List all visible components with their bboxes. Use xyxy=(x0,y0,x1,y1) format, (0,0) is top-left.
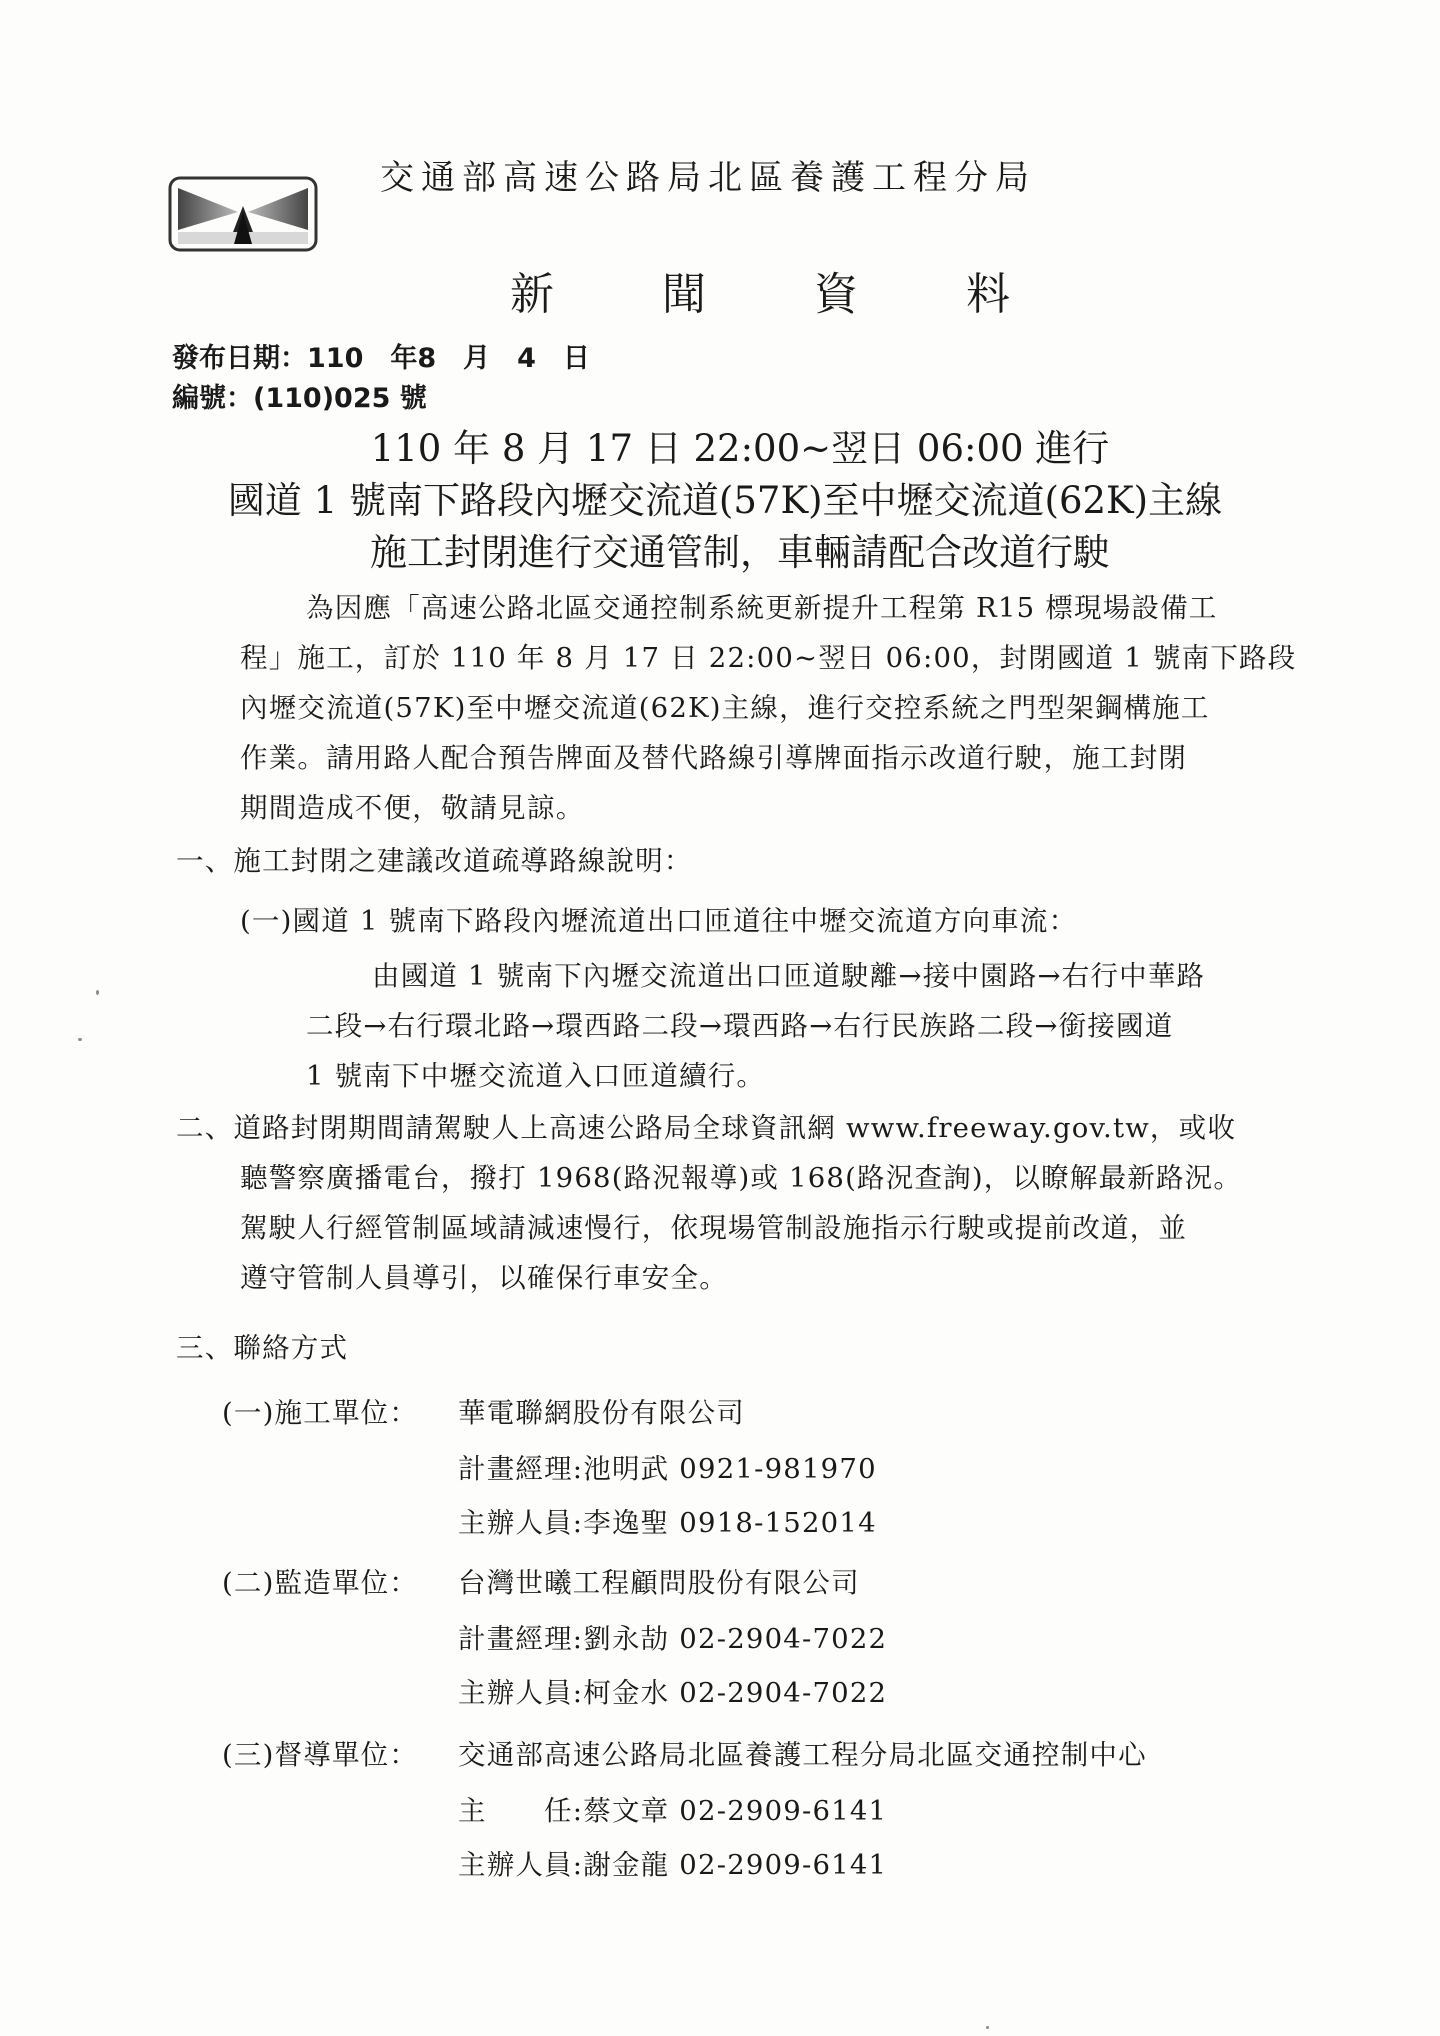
scan-speck xyxy=(96,990,99,995)
route-line: 二段→右行環北路→環西路二段→環西路→右行民族路二段→銜接國道 xyxy=(306,1010,1174,1042)
intro-line: 為因應「高速公路北區交通控制系統更新提升工程第 R15 標現場設備工 xyxy=(306,592,1218,624)
contact-person: 主辦人員:謝金龍 02-2909-6141 xyxy=(458,1849,888,1881)
contact-person: 主辦人員:李逸聖 0918-152014 xyxy=(458,1507,877,1539)
contact-unit-label: (三)督導單位： xyxy=(222,1739,419,1771)
release-date: 發布日期：110 年8 月 4 日 xyxy=(172,343,590,374)
doc-type-char: 聞 xyxy=(662,269,706,320)
headline-line-1: 110 年 8 月 17 日 22:00~翌日 06:00 進行 xyxy=(370,427,1110,470)
section-2-line: 二、道路封閉期間請駕駛人上高速公路局全球資訊網 www.freeway.gov.tw，或收 xyxy=(176,1112,1237,1144)
route-line: 1 號南下中壢交流道入口匝道續行。 xyxy=(306,1060,766,1092)
scan-speck xyxy=(78,1038,82,1041)
section-1-heading: 一、施工封閉之建議改道疏導路線說明： xyxy=(176,845,693,877)
doc-type-char: 料 xyxy=(966,269,1010,320)
route-line: 由國道 1 號南下內壢交流道出口匝道駛離→接中園路→右行中華路 xyxy=(372,960,1206,992)
headline-line-2: 國道 1 號南下路段內壢交流道(57K)至中壢交流道(62K)主線 xyxy=(227,479,1223,522)
intro-line: 內壢交流道(57K)至中壢交流道(62K)主線，進行交控系統之門型架鋼構施工 xyxy=(240,692,1210,724)
agency-name: 交通部高速公路局北區養護工程分局 xyxy=(380,158,1036,198)
intro-line: 期間造成不便，敬請見諒。 xyxy=(240,792,585,824)
section-2-line: 遵守管制人員導引，以確保行車安全。 xyxy=(240,1262,728,1294)
contact-unit-name: 台灣世曦工程顧問股份有限公司 xyxy=(458,1567,860,1599)
section-2-line: 聽警察廣播電台，撥打 1968(路況報導)或 168(路況查詢)，以瞭解最新路況。 xyxy=(240,1162,1243,1194)
contact-person: 主辦人員:柯金水 02-2904-7022 xyxy=(458,1677,888,1709)
contact-person: 主 任:蔡文章 02-2909-6141 xyxy=(458,1795,888,1827)
contact-person: 計畫經理:池明武 0921-981970 xyxy=(458,1453,877,1485)
section-3-heading: 三、聯絡方式 xyxy=(176,1332,349,1364)
section-1-sub-heading: (一)國道 1 號南下路段內壢流道出口匝道往中壢交流道方向車流： xyxy=(240,905,1078,937)
doc-type-char: 資 xyxy=(814,269,858,320)
section-2-line: 駕駛人行經管制區域請減速慢行，依現場管制設施指示行駛或提前改道，並 xyxy=(240,1212,1188,1244)
contact-unit-name: 華電聯網股份有限公司 xyxy=(458,1397,745,1429)
document-type-title xyxy=(510,258,1010,322)
intro-line: 程」施工，訂於 110 年 8 月 17 日 22:00~翌日 06:00，封閉國道 1 號南下路段 xyxy=(240,642,1297,674)
contact-unit-name: 交通部高速公路局北區養護工程分局北區交通控制中心 xyxy=(458,1739,1147,1771)
contact-unit-label: (一)施工單位： xyxy=(222,1397,419,1429)
contact-unit-label: (二)監造單位： xyxy=(222,1567,419,1599)
intro-line: 作業。請用路人配合預告牌面及替代路線引導牌面指示改道行駛，施工封閉 xyxy=(240,742,1188,774)
agency-logo-icon xyxy=(168,176,318,252)
contact-person: 計畫經理:劉永劼 02-2904-7022 xyxy=(458,1623,888,1655)
doc-type-char: 新 xyxy=(510,269,554,320)
headline-line-3: 施工封閉進行交通管制，車輛請配合改道行駛 xyxy=(370,531,1110,574)
scan-speck xyxy=(986,2026,989,2029)
release-number: 編號：(110)025 號 xyxy=(172,383,427,414)
